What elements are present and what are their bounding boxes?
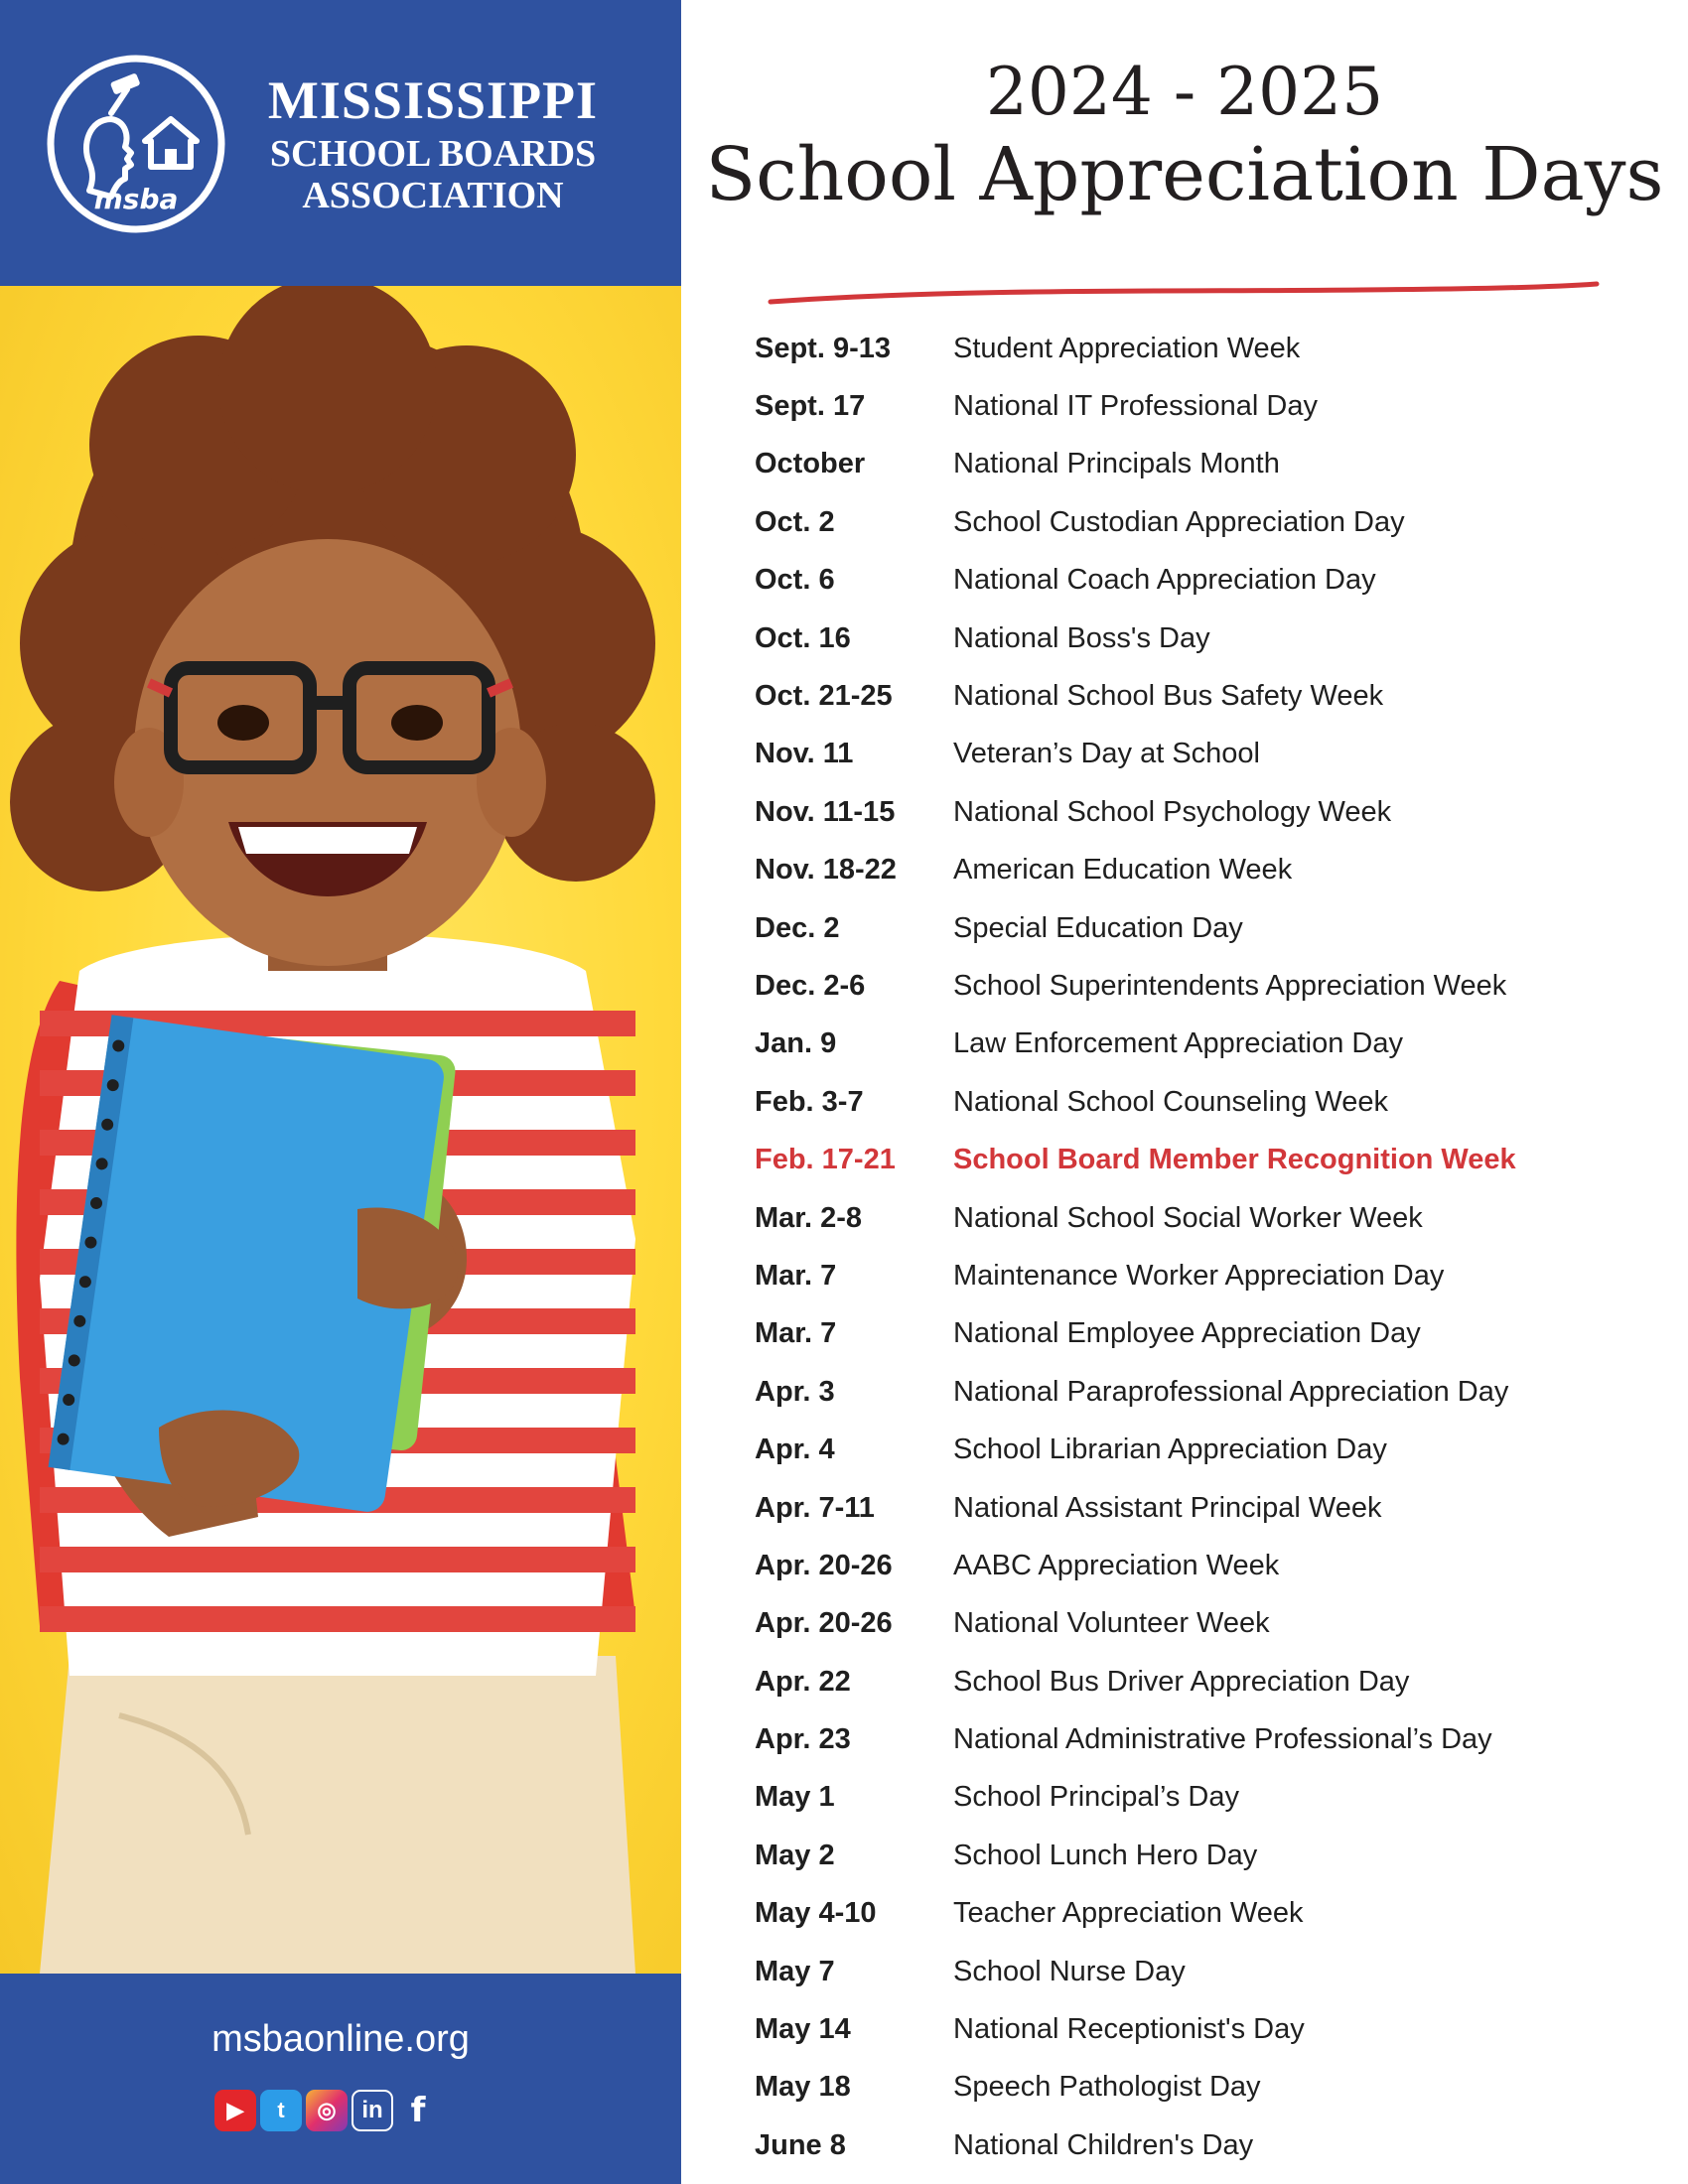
schedule-date: May 1	[755, 1781, 835, 1814]
schedule-date: May 7	[755, 1955, 835, 1987]
schedule-date: Mar. 7	[755, 1259, 837, 1292]
schedule-event: Teacher Appreciation Week	[953, 1897, 1304, 1930]
schedule-event: AABC Appreciation Week	[953, 1549, 1280, 1581]
schedule-row	[755, 493, 1648, 551]
schedule-row	[755, 667, 1648, 725]
schedule-date: Apr. 20-26	[755, 1549, 893, 1581]
schedule-row	[755, 1710, 1648, 1768]
schedule-row	[755, 842, 1648, 899]
smiling-child-illustration	[0, 286, 681, 1974]
schedule-row	[755, 2059, 1648, 2116]
page-title	[681, 54, 1688, 219]
schedule-row	[755, 436, 1648, 493]
child-photo	[0, 286, 681, 1974]
schedule-event: School Lunch Hero Day	[953, 1839, 1258, 1871]
schedule-row	[755, 1943, 1648, 2000]
schedule-date: Nov. 11-15	[755, 795, 896, 828]
schedule-row	[755, 1305, 1648, 1363]
website-link[interactable]: msbaonline.org	[211, 2018, 470, 2060]
org-name-line1: MISSISSIPPI	[267, 70, 599, 130]
schedule-event: Veteran’s Day at School	[953, 738, 1260, 770]
schedule-event: School Nurse Day	[953, 1955, 1186, 1987]
schedule-date: Sept. 9-13	[755, 332, 891, 364]
schedule-row	[755, 2116, 1648, 2174]
schedule-event: American Education Week	[953, 854, 1293, 887]
schedule-date: Apr. 23	[755, 1723, 851, 1756]
schedule-row	[755, 1363, 1648, 1421]
schedule-event: National Volunteer Week	[953, 1607, 1270, 1640]
schedule-date: Nov. 18-22	[755, 854, 897, 887]
schedule-event: National School Counseling Week	[953, 1085, 1388, 1118]
social-links	[214, 2090, 439, 2131]
schedule-event: School Bus Driver Appreciation Day	[953, 1665, 1410, 1698]
youtube-icon[interactable]: ▶	[214, 2090, 256, 2131]
schedule-date: Oct. 2	[755, 505, 835, 538]
logo-text: msba	[93, 183, 179, 215]
schedule-event: National Assistant Principal Week	[953, 1491, 1382, 1524]
logo-band	[0, 0, 681, 286]
schedule-date: Nov. 11	[755, 738, 854, 770]
title-main: School Appreciation Days	[705, 132, 1664, 218]
schedule-event: National IT Professional Day	[953, 390, 1318, 423]
msba-logo-icon	[42, 50, 230, 238]
schedule-event: National School Psychology Week	[953, 795, 1392, 828]
schedule-date: Apr. 4	[755, 1433, 835, 1466]
schedule-event: Student Appreciation Week	[953, 332, 1301, 364]
schedule-event: School Librarian Appreciation Day	[953, 1433, 1387, 1466]
schedule-date: May 2	[755, 1839, 835, 1871]
schedule-date: Apr. 3	[755, 1375, 835, 1408]
schedule-row	[755, 1885, 1648, 1943]
schedule-row	[755, 1016, 1648, 1073]
schedule-event: National Administrative Professional’s Day	[953, 1723, 1492, 1756]
linkedin-icon[interactable]: in	[352, 2090, 393, 2131]
schedule-row	[755, 1131, 1648, 1188]
schedule-event: School Custodian Appreciation Day	[953, 505, 1405, 538]
schedule-date: Oct. 6	[755, 564, 835, 597]
schedule-row	[755, 610, 1648, 667]
schedule-date: Jan. 9	[755, 1027, 837, 1060]
schedule-event: National Principals Month	[953, 448, 1280, 480]
schedule-event: National School Social Worker Week	[953, 1201, 1423, 1234]
schedule-date: Mar. 7	[755, 1317, 837, 1350]
schedule-row	[755, 1537, 1648, 1594]
schedule-event: National Coach Appreciation Day	[953, 564, 1376, 597]
schedule-date: Sept. 17	[755, 390, 866, 423]
schedule-row	[755, 1827, 1648, 1884]
footer-band	[0, 1974, 681, 2184]
organization-name	[234, 70, 632, 216]
schedule-date: Apr. 7-11	[755, 1491, 875, 1524]
schedule-date: Feb. 17-21	[755, 1144, 896, 1176]
instagram-icon[interactable]: ◎	[306, 2090, 348, 2131]
schedule-event: National Employee Appreciation Day	[953, 1317, 1421, 1350]
schedule-date: May 14	[755, 2013, 851, 2046]
schedule-event: Law Enforcement Appreciation Day	[953, 1027, 1403, 1060]
title-years: 2024 - 2025	[985, 54, 1384, 130]
schedule-event: Special Education Day	[953, 911, 1243, 944]
red-underline-swoosh	[767, 278, 1601, 312]
schedule-row	[755, 1189, 1648, 1247]
left-column	[0, 0, 681, 2184]
schedule-row	[755, 1479, 1648, 1537]
schedule-event: Speech Pathologist Day	[953, 2071, 1261, 2104]
schedule-date: Oct. 21-25	[755, 680, 893, 713]
schedule-event: Maintenance Worker Appreciation Day	[953, 1259, 1445, 1292]
schedule-date: Dec. 2-6	[755, 969, 866, 1002]
schedule-row	[755, 1653, 1648, 1710]
schedule-event: School Board Member Recognition Week	[953, 1144, 1516, 1176]
schedule-row	[755, 377, 1648, 435]
schedule-row	[755, 1595, 1648, 1653]
appreciation-days-list	[755, 320, 1648, 2175]
schedule-row	[755, 2000, 1648, 2058]
schedule-row	[755, 320, 1648, 377]
schedule-row	[755, 957, 1648, 1015]
schedule-date: Apr. 22	[755, 1665, 851, 1698]
schedule-row	[755, 552, 1648, 610]
schedule-date: Feb. 3-7	[755, 1085, 864, 1118]
schedule-date: June 8	[755, 2128, 846, 2161]
schedule-row	[755, 783, 1648, 841]
schedule-date: Dec. 2	[755, 911, 840, 944]
schedule-event: National Receptionist's Day	[953, 2013, 1305, 2046]
schedule-event: National Children's Day	[953, 2128, 1254, 2161]
schedule-row	[755, 726, 1648, 783]
schedule-row	[755, 1073, 1648, 1131]
schedule-date: October	[755, 448, 866, 480]
schedule-event: National Boss's Day	[953, 621, 1210, 654]
facebook-icon[interactable]: f	[410, 2091, 426, 2130]
schedule-row	[755, 1247, 1648, 1304]
schedule-date: May 4-10	[755, 1897, 877, 1930]
schedule-event: School Superintendents Appreciation Week	[953, 969, 1507, 1002]
schedule-row	[755, 899, 1648, 957]
schedule-date: May 18	[755, 2071, 851, 2104]
schedule-event: School Principal’s Day	[953, 1781, 1239, 1814]
schedule-date: Mar. 2-8	[755, 1201, 862, 1234]
twitter-icon[interactable]: t	[260, 2090, 302, 2131]
org-name-line2: SCHOOL BOARDS	[269, 133, 597, 175]
schedule-row	[755, 1769, 1648, 1827]
schedule-date: Apr. 20-26	[755, 1607, 893, 1640]
schedule-event: National Paraprofessional Appreciation Day	[953, 1375, 1509, 1408]
org-name-line3: ASSOCIATION	[302, 175, 564, 216]
schedule-row	[755, 1421, 1648, 1478]
schedule-date: Oct. 16	[755, 621, 851, 654]
schedule-event: National School Bus Safety Week	[953, 680, 1384, 713]
